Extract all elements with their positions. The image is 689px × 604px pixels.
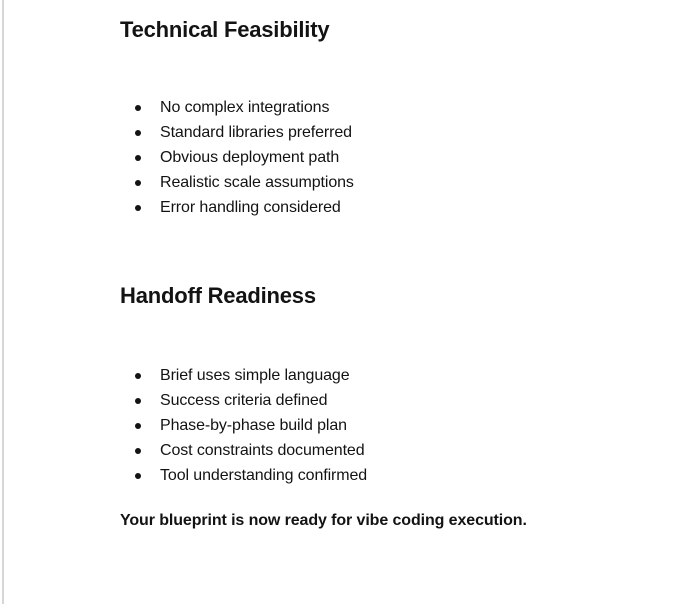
bullet-icon [135,130,141,136]
list-item-text: Realistic scale assumptions [160,174,354,191]
checklist-handoff-readiness [120,363,367,488]
bullet-icon [135,373,141,379]
bullet-icon [135,398,141,404]
list-item-text: Success criteria defined [160,392,328,409]
list-item-text: Cost constraints documented [160,442,365,459]
bullet-icon [135,155,141,161]
checklist-technical-feasibility [120,95,354,220]
list-item [120,438,367,463]
list-item-text: Standard libraries preferred [160,124,352,141]
list-item-text: Tool understanding confirmed [160,467,368,484]
list-item [120,145,354,170]
bullet-icon [135,448,141,454]
list-item-text: Obvious deployment path [160,149,340,166]
closing-statement: Your blueprint is now ready for vibe coding execution. [120,512,527,529]
list-item [120,195,354,220]
bullet-icon [135,473,141,479]
list-item [120,413,367,438]
section-heading-technical-feasibility: Technical Feasibility [120,17,330,42]
list-item [120,388,367,413]
list-item [120,463,367,488]
list-item [120,120,354,145]
list-item-text: No complex integrations [160,99,330,116]
bullet-icon [135,180,141,186]
section-heading-handoff-readiness: Handoff Readiness [120,283,316,308]
bullet-icon [135,105,141,111]
bullet-icon [135,205,141,211]
page-edge-line [2,0,4,604]
list-item [120,170,354,195]
list-item-text: Brief uses simple language [160,367,350,384]
list-item [120,363,367,388]
list-item-text: Phase-by-phase build plan [160,417,347,434]
list-item [120,95,354,120]
list-item-text: Error handling considered [160,199,341,216]
bullet-icon [135,423,141,429]
